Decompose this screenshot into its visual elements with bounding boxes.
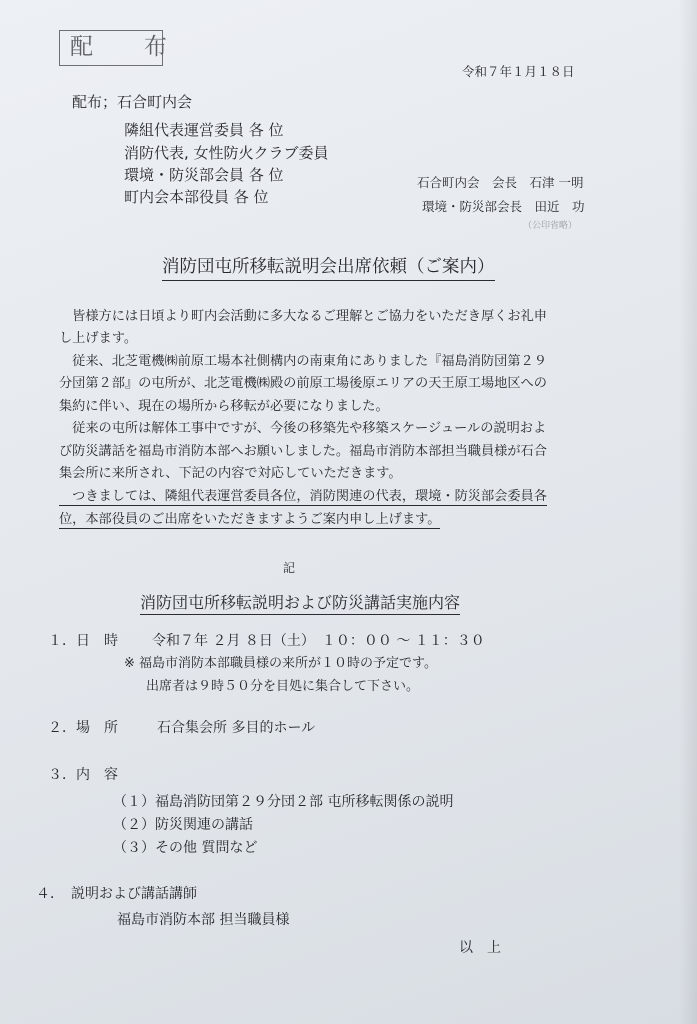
place-value: 石合集会所 多目的ホール [157,720,316,736]
recipients-heading: 配布；石合町内会 [72,93,193,111]
place-label: ２．場 所 [48,720,118,736]
page-edge-shadow [679,0,697,1024]
sender-department-head: 環境・防災部会長 田近 功 [422,199,585,214]
lecturer-label: ４． 説明および講話講師 [36,886,197,902]
body-line: 従来、北芝電機㈱前原工場本社側構内の南東角にありました『福島消防団第２９ [59,354,547,369]
section-title: 消防団屯所移転説明および防災講話実施内容 [140,595,460,615]
schedule-note: ※ 福島市消防本部職員様の来所が１０時の予定です。 [124,656,437,671]
recipient-line: 消防代表, 女性防火クラブ委員 [124,144,329,162]
document-title: 消防団屯所移転説明会出席依頼（ご案内） [162,259,495,281]
body-line: 集約に伴い、現在の場所から移転が必要になりました。 [59,399,389,414]
schedule-note: 出席者は９時５０分を目処に集合して下さい。 [146,679,420,694]
content-item: （２）防災関連の講話 [113,817,253,833]
schedule-label: １．日 時 [48,633,118,649]
body-line: 集会所に来所され、下記の内容で対応していただきます。 [59,466,402,481]
sender-chairman: 石合町内会 会長 石津 一明 [417,175,584,190]
body-line: び防災講話を福島市消防本部へお願いしました。福島市消防本部担当職員様が石合 [59,444,547,459]
body-line: 皆様方には日頃より町内会活動に多大なるご理解とご協力をいただき厚くお礼申 [59,309,547,324]
lecturer-value: 福島市消防本部 担当職員様 [117,912,290,928]
issue-date: 令和７年１月１８日 [462,64,575,79]
body-line-emphasis: 位，本部役員のご出席をいただきますようご案内申し上げます。 [59,513,440,529]
body-line: し上げます。 [59,331,138,346]
content-item: （３）その他 質問など [113,840,258,856]
seal-omitted-note: （公印省略） [523,221,578,231]
body-line-emphasis: つきましては、隣組代表運営委員各位，消防関連の代表，環境・防災部会委員各 [59,490,547,506]
content-label: ３．内 容 [48,767,118,783]
body-line: 分団第２部』の屯所が、北芝電機㈱殿の前原工場後原エリアの天王原工場地区への [59,376,547,391]
recipient-line: 町内会本部役員 各 位 [124,188,269,206]
schedule-value: 令和７年 ２月 ８日（土） １０：００ ～ １１：３０ [152,633,485,649]
closing-mark: 以 上 [459,940,501,956]
body-line: 従来の屯所は解体工事中ですが、今後の移築先や移築スケージュールの説明およ [59,421,547,436]
distribution-stamp: 配 布 [59,30,163,66]
ki-marker: 記 [283,561,296,575]
recipient-line: 隣組代表運営委員 各 位 [124,121,284,139]
recipient-line: 環境・防災部会員 各 位 [124,166,284,184]
content-item: （１）福島消防団第２９分団２部 屯所移転関係の説明 [113,794,454,810]
